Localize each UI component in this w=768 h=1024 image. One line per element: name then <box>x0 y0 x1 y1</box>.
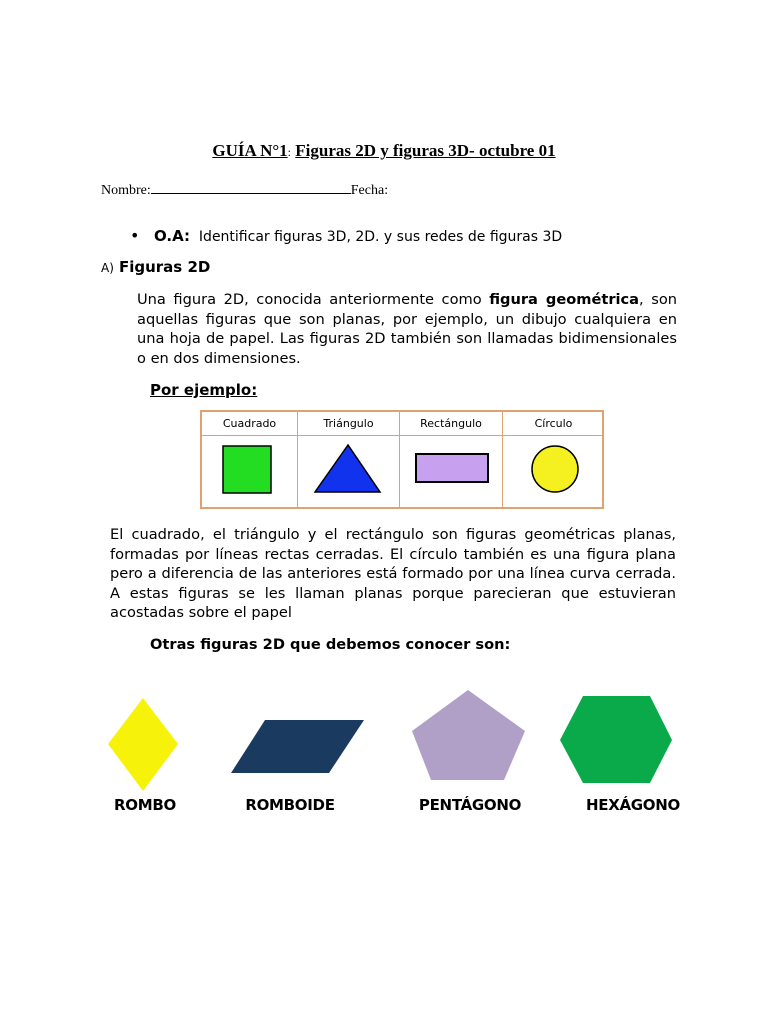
header-triangulo: Triángulo <box>323 417 374 430</box>
section-a-heading <box>101 257 210 276</box>
square-shape <box>223 446 271 493</box>
label-pentagono: PENTÁGONO <box>418 796 522 814</box>
bullet-icon: • <box>130 226 140 245</box>
nombre-blank[interactable] <box>151 179 351 194</box>
label-rombo: ROMBO <box>114 796 176 814</box>
shapes-example-table <box>200 410 604 509</box>
paragraph-text: Una figura 2D, conocida anteriormente como <box>137 291 490 308</box>
header-cuadrado: Cuadrado <box>222 417 277 430</box>
definition-paragraph <box>137 290 677 368</box>
nombre-label: Nombre: <box>101 183 151 198</box>
guide-number: GUÍA N°1 <box>212 141 288 160</box>
objective-text: Identificar figuras 3D, 2D. y sus redes de figuras 3D <box>198 229 563 245</box>
rombo-shape <box>108 698 178 791</box>
other-shapes-drawing <box>0 680 768 795</box>
title-separator: : <box>287 145 292 159</box>
section-title: Figuras 2D <box>118 258 211 276</box>
objective <box>130 226 562 245</box>
rectangle-shape <box>416 454 488 482</box>
section-letter: A) <box>101 261 114 275</box>
hexagono-shape <box>560 696 672 783</box>
explanation-paragraph: El cuadrado, el triángulo y el rectángulo son figuras geométricas planas, formadas por líneas rectas cerradas. El círculo también es una figura plana pero a diferencia de las anteriores está formado por una línea curva cerrada. A estas figuras se les llaman planas porque parecieran que estuvieran acostadas sobre el papel <box>110 526 676 621</box>
name-date-line <box>101 179 388 199</box>
label-hexagono: HEXÁGONO <box>586 796 680 814</box>
other-shapes-heading: Otras figuras 2D que debemos conocer son: <box>150 636 511 653</box>
guide-topic: Figuras 2D y figuras 3D- octubre 01 <box>295 141 556 160</box>
circle-shape <box>532 446 578 492</box>
fecha-label: Fecha: <box>350 183 389 198</box>
shapes-drawing <box>202 412 602 507</box>
label-romboide: ROMBOIDE <box>245 796 335 814</box>
objective-label: O.A: <box>154 227 191 245</box>
paragraph-bold-term: figura geométrica <box>489 291 640 308</box>
romboide-shape <box>231 720 364 773</box>
pentagono-shape <box>412 690 525 780</box>
page-title <box>0 141 768 161</box>
triangle-shape <box>315 445 380 492</box>
header-circulo: Círculo <box>534 417 573 430</box>
example-heading: Por ejemplo: <box>150 381 258 399</box>
paragraph-text-continued: , son aquellas figuras que son planas, por ejemplo, un dibujo cualquiera en una hoja de papel. Las figuras 2D también son llamadas bidimensionales o en dos dimensiones. <box>137 291 678 367</box>
header-rectangulo: Rectángulo <box>420 417 482 430</box>
